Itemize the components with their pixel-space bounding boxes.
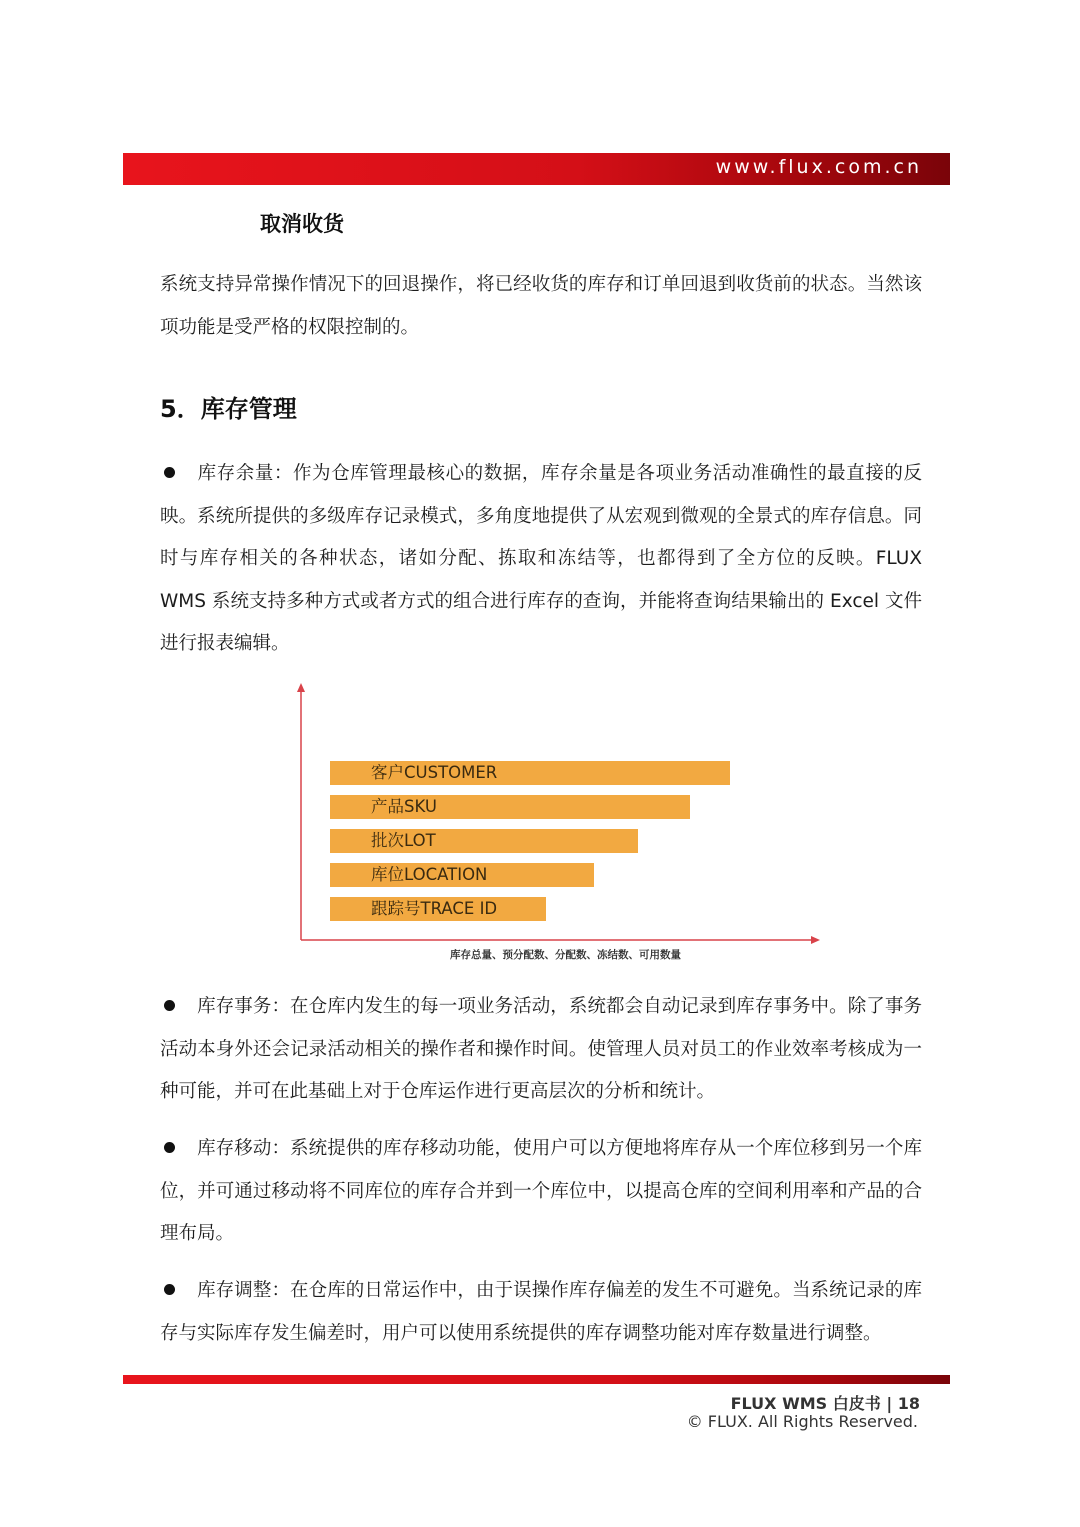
bar-label: 跟踪号TRACE ID xyxy=(371,899,498,918)
cancel-receipt-text: 系统支持异常操作情况下的回退操作，将已经收货的库存和订单回退到收货前的状态。当然该项功能是受严格的权限控制的。 xyxy=(160,274,922,338)
footer-bar xyxy=(123,1375,950,1384)
bar-label: 库位LOCATION xyxy=(371,865,488,884)
footer-doc-title: FLUX WMS 白皮书 | 18 xyxy=(730,1394,920,1413)
y-axis-arrow xyxy=(297,683,305,692)
inventory-chart xyxy=(290,680,830,970)
x-axis-arrow xyxy=(811,936,820,944)
bullet-text: 库存调整：在仓库的日常运作中，由于误操作库存偏差的发生不可避免。当系统记录的库存与实际库存发生偏差时，用户可以使用系统提供的库存调整功能对库存数量进行调整。 xyxy=(160,1280,922,1344)
bullet-icon xyxy=(164,1000,175,1011)
chart-axes xyxy=(290,680,830,970)
bar-label: 批次LOT xyxy=(371,831,436,850)
header-url: www.flux.com.cn xyxy=(715,156,922,178)
bullet-icon xyxy=(164,467,175,478)
bullet-inventory-balance xyxy=(160,453,922,666)
bullet-text: 库存移动：系统提供的库存移动功能，使用户可以方便地将库存从一个库位移到另一个库位，并可通过移动将不同库位的库存合并到一个库位中，以提高仓库的空间利用率和产品的合理布局。 xyxy=(160,1138,922,1244)
bar-label: 产品SKU xyxy=(371,797,437,816)
x-axis-label: 库存总量、预分配数、分配数、冻结数、可用数量 xyxy=(450,949,681,961)
header-bar xyxy=(123,153,950,185)
bullet-inventory-transactions xyxy=(160,986,922,1114)
footer-copyright: © FLUX. All Rights Reserved. xyxy=(686,1412,918,1431)
bullet-inventory-adjust xyxy=(160,1270,922,1355)
cancel-receipt-title: 取消收货 xyxy=(260,212,344,236)
bullet-text: 库存余量：作为仓库管理最核心的数据，库存余量是各项业务活动准确性的最直接的反映。系统所提供的多级库存记录模式，多角度地提供了从宏观到微观的全景式的库存信息。同时与库存相关的各种状态，诸如分配、拣取和冻结等，也都得到了全方位的反映。FLUX WMS 系统支持多种方式或者方式的组合进行库存的查询，并能将查询结果输出的 Excel 文件进行报表编辑。 xyxy=(160,463,922,654)
bullet-icon xyxy=(164,1284,175,1295)
bullet-icon xyxy=(164,1142,175,1153)
bar-label: 客户CUSTOMER xyxy=(371,763,498,782)
section-title: 5．库存管理 xyxy=(160,395,297,423)
bullet-text: 库存事务：在仓库内发生的每一项业务活动，系统都会自动记录到库存事务中。除了事务活动本身外还会记录活动相关的操作者和操作时间。使管理人员对员工的作业效率考核成为一种可能，并可在此基础上对于仓库运作进行更高层次的分析和统计。 xyxy=(160,996,922,1102)
bullet-inventory-move xyxy=(160,1128,922,1256)
